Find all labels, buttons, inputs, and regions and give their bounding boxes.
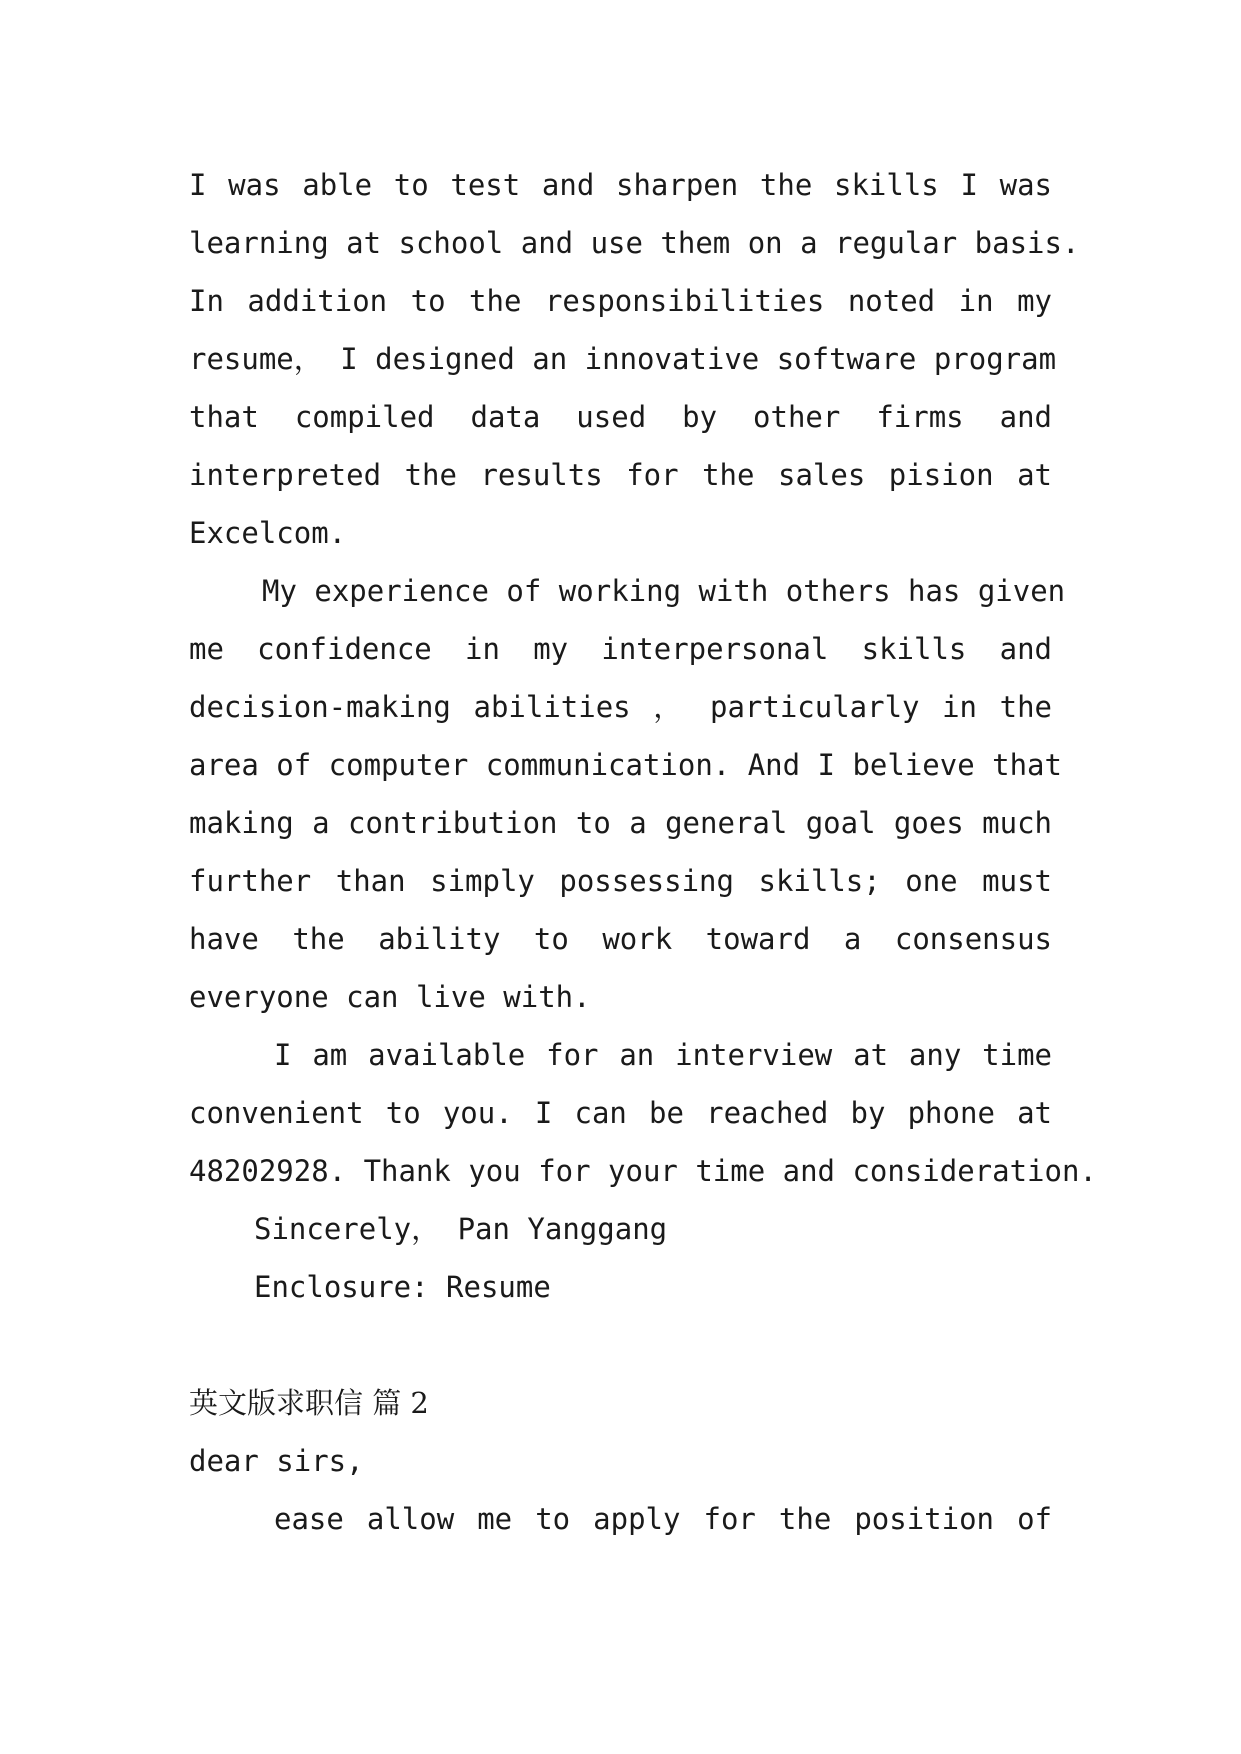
signoff: Sincerely， Pan Yanggang (254, 1212, 668, 1246)
section-heading: 英文版求职信 篇 2 (189, 1386, 429, 1420)
paragraph-1-line-6: interpreted the results for the sales pision at (189, 458, 1052, 492)
section-2-line-1: ease allow me to apply for the position of (274, 1502, 1052, 1536)
paragraph-2-line-2: me confidence in my interpersonal skills and (189, 632, 1052, 666)
paragraph-1-line-1: I was able to test and sharpen the skills I was (189, 168, 1052, 202)
paragraph-2-line-6: further than simply possessing skills; one must (189, 864, 1052, 898)
paragraph-1-line-7: Excelcom. (189, 516, 347, 550)
salutation: dear sirs, (189, 1444, 364, 1478)
paragraph-2-line-7: have the ability to work toward a consensus (189, 922, 1052, 956)
paragraph-2-line-4: area of computer communication. And I believe that (189, 748, 1062, 782)
enclosure-note: Enclosure: Resume (254, 1270, 551, 1304)
paragraph-2-line-5: making a contribution to a general goal goes much (189, 806, 1052, 840)
paragraph-1-line-4: resume， I designed an innovative software program (189, 342, 1057, 376)
paragraph-2-line-1: My experience of working with others has given (262, 574, 1066, 608)
paragraph-1-line-5: that compiled data used by other firms and (189, 400, 1052, 434)
paragraph-3-line-1: I am available for an interview at any time (274, 1038, 1052, 1072)
paragraph-2-line-3: decision-making abilities ， particularly in the (189, 690, 1052, 724)
paragraph-1-line-3: In addition to the responsibilities noted in my (189, 284, 1052, 318)
paragraph-3-line-2: convenient to you. I can be reached by phone at (189, 1096, 1052, 1130)
paragraph-1-line-2: learning at school and use them on a regular basis. (189, 226, 1080, 260)
paragraph-3-line-3: 48202928. Thank you for your time and consideration. (189, 1154, 1097, 1188)
paragraph-2-line-8: everyone can live with. (189, 980, 591, 1014)
